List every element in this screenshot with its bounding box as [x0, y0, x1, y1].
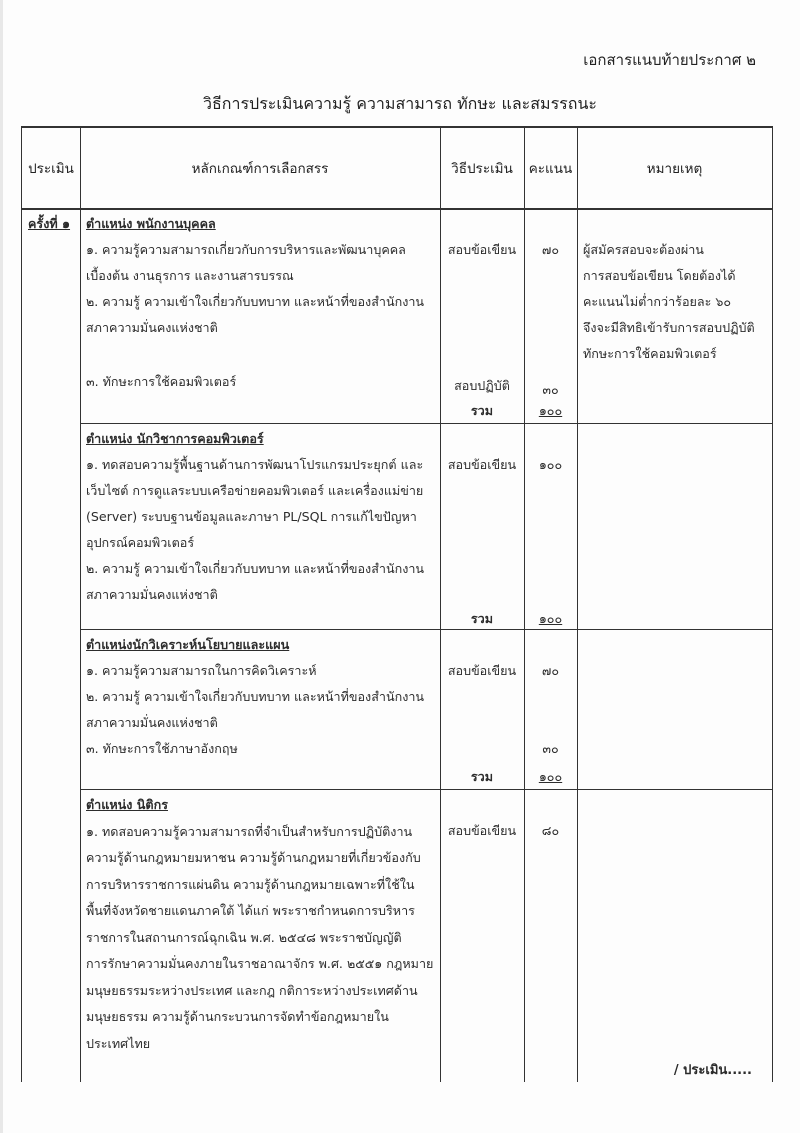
criteria-line: มนุษยธรรมระหว่างประเทศ และกฎ กติการะหว่างประเทศด้าน [86, 982, 418, 998]
criteria-line: อุปกรณ์คอมพิวเตอร์ [86, 535, 195, 550]
criteria-line: ๑. ความรู้ความสามารถในการคิดวิเคราะห์ [86, 663, 317, 678]
criteria-line: (Server) ระบบฐานข้อมูลและภาษา PL/SQL การแก้ไขปัญหา [86, 509, 417, 524]
position-1-remark [583, 237, 755, 367]
criteria-line: สภาความมั่นคงแห่งชาติ [86, 587, 218, 602]
total-label: รวม [470, 769, 494, 784]
method-value: สอบข้อเขียน [447, 823, 517, 838]
method-value: สอบข้อเขียน [447, 457, 517, 472]
remark-line: ทักษะการใช้คอมพิวเตอร์ [583, 346, 717, 361]
criteria-line: ราชการในสถานการณ์ฉุกเฉิน พ.ศ. ๒๕๔๘ พระราชบัญญัติ [86, 929, 402, 945]
criteria-line: ๑. ความรู้ความสามารถเกี่ยวกับการบริหารและพัฒนาบุคคล [86, 242, 406, 257]
criteria-line: สภาความมั่นคงแห่งชาติ [86, 715, 218, 730]
remark-line: ผู้สมัครสอบจะต้องผ่าน [583, 242, 704, 257]
header-score: คะแนน [528, 161, 573, 177]
criteria-line: เบื้องต้น งานธุรการ และงานสารบรรณ [86, 268, 294, 283]
criteria-line: การรักษาความมั่นคงภายในราชอาณาจักร พ.ศ. ๒๕๕๑ กฎหมาย [86, 956, 434, 971]
position-1-criteria [86, 211, 424, 395]
page-edge [0, 0, 3, 1133]
col-divider [440, 128, 441, 1082]
header-remark: หมายเหตุ [646, 161, 703, 177]
round-label: ครั้งที่ ๑ [28, 216, 71, 231]
position-title: ตำแหน่ง พนักงานบุคคล [86, 216, 216, 231]
score-value: ๓๐ [542, 382, 559, 397]
row-divider [81, 423, 772, 424]
score-value: ๑๐๐ [538, 457, 563, 472]
method-value: สอบปฏิบัติ [454, 378, 510, 393]
evaluation-table [21, 126, 773, 1082]
criteria-line: ประเทศไทย [86, 1035, 151, 1051]
remark-line: คะแนนไม่ต่ำกว่าร้อยละ ๖๐ [583, 294, 732, 309]
method-value: สอบข้อเขียน [447, 242, 517, 257]
position-4-criteria [86, 792, 433, 1057]
criteria-line: มนุษยธรรม ความรู้ด้านกระบวนการจัดทำข้อกฎหมายใน [86, 1009, 389, 1024]
criteria-line: ๑. ทดสอบความรู้พื้นฐานด้านการพัฒนาโปรแกรมประยุกต์ และ [86, 457, 424, 472]
total-score: ๑๐๐ [538, 403, 563, 418]
col-divider [577, 128, 578, 1082]
total-label: รวม [470, 611, 494, 626]
header-round: ประเมิน [28, 161, 74, 177]
document-reference: เอกสารแนบท้ายประกาศ ๒ [583, 51, 756, 69]
criteria-line: ความรู้ด้านกฎหมายมหาชน ความรู้ด้านกฎหมายที่เกี่ยวข้องกับ [86, 850, 421, 865]
position-title: ตำแหน่งนักวิเคราะห์นโยบายและแผน [86, 637, 290, 652]
score-value: ๓๐ [542, 741, 559, 756]
criteria-line: ๒. ความรู้ ความเข้าใจเกี่ยวกับบทบาท และหน้าที่ของสำนักงาน [86, 294, 425, 309]
criteria-line: ๓. ทักษะการใช้ภาษาอังกฤษ [86, 741, 238, 756]
score-value: ๗๐ [541, 242, 560, 257]
position-title: ตำแหน่ง นิติกร [86, 797, 168, 812]
criteria-line: พื้นที่จังหวัดชายแดนภาคใต้ ได้แก่ พระราชกำหนดการบริหาร [86, 903, 415, 918]
total-score: ๑๐๐ [538, 611, 563, 626]
position-2-criteria [86, 426, 424, 608]
method-value: สอบข้อเขียน [447, 663, 517, 678]
position-3-criteria [86, 632, 424, 762]
criteria-line: เว็บไซต์ การดูแลระบบเครือข่ายคอมพิวเตอร์ และเครื่องแม่ข่าย [86, 483, 424, 498]
score-value: ๗๐ [541, 663, 560, 678]
total-label: รวม [470, 403, 494, 418]
criteria-line: ๒. ความรู้ ความเข้าใจเกี่ยวกับบทบาท และหน้าที่ของสำนักงาน [86, 561, 425, 576]
row-divider [81, 789, 772, 790]
score-value: ๘๐ [541, 823, 560, 838]
criteria-line: ๒. ความรู้ ความเข้าใจเกี่ยวกับบทบาท และหน้าที่ของสำนักงาน [86, 689, 425, 704]
continuation-note: / ประเมิน..... [673, 1063, 752, 1078]
header-criteria: หลักเกณฑ์การเลือกสรร [191, 161, 329, 177]
remark-line: การสอบข้อเขียน โดยต้องได้ [583, 268, 736, 283]
col-divider [80, 128, 81, 1082]
criteria-line: ๓. ทักษะการใช้คอมพิวเตอร์ [86, 374, 237, 389]
position-title: ตำแหน่ง นักวิชาการคอมพิวเตอร์ [86, 431, 264, 446]
document-title: วิธีการประเมินความรู้ ความสามารถ ทักษะ และสมรรถนะ [203, 94, 597, 113]
remark-line: จึงจะมีสิทธิเข้ารับการสอบปฏิบัติ [583, 320, 755, 335]
row-divider [81, 629, 772, 630]
header-divider [22, 208, 772, 210]
header-method: วิธีประเมิน [451, 161, 513, 177]
criteria-line: ๑. ทดสอบความรู้ความสามารถที่จำเป็นสำหรับการปฏิบัติงาน [86, 823, 413, 839]
col-divider [524, 128, 525, 1082]
total-score: ๑๐๐ [538, 769, 563, 784]
criteria-line: สภาความมั่นคงแห่งชาติ [86, 320, 218, 335]
criteria-line: การบริหารราชการแผ่นดิน ความรู้ด้านกฎหมายเฉพาะที่ใช้ใน [86, 876, 415, 892]
